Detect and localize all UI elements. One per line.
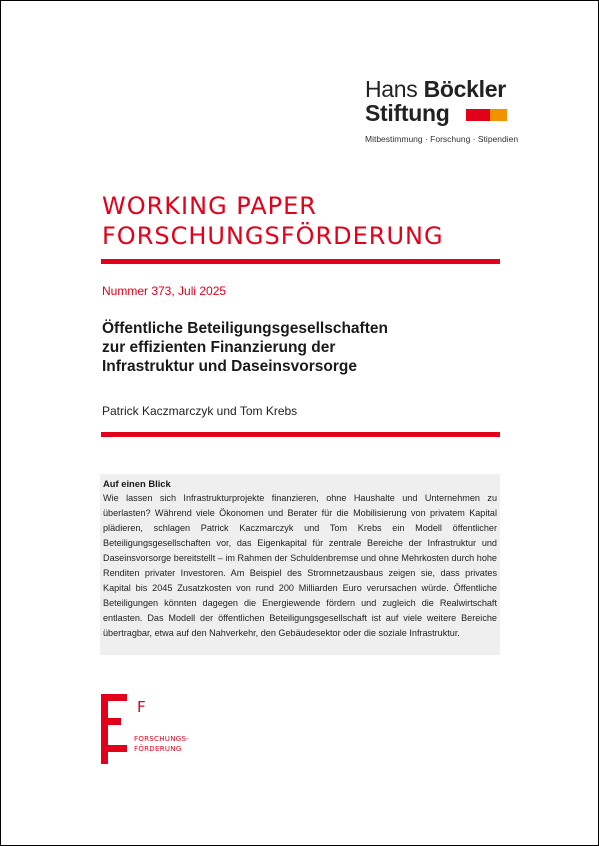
logo-orange-block bbox=[490, 109, 507, 121]
summary-box bbox=[100, 474, 500, 655]
paper-title bbox=[102, 319, 388, 376]
logo-stiftung-line bbox=[365, 101, 515, 125]
title-line1: Öffentliche Beteiligungsgesellschaften bbox=[102, 320, 388, 337]
series-title-line2: FORSCHUNGSFÖRDERUNG bbox=[102, 222, 444, 250]
summary-heading: Auf einen Blick bbox=[103, 478, 171, 489]
logo-tagline: Mitbestimmung · Forschung · Stipendien bbox=[365, 134, 519, 144]
logo-name-line bbox=[365, 77, 515, 101]
issue-number: Nummer 373, Juli 2025 bbox=[102, 284, 227, 298]
series-title bbox=[102, 191, 444, 251]
logo-name-light: Hans bbox=[365, 76, 424, 102]
logo-name-bold: Böckler bbox=[423, 76, 506, 102]
forschungsfoerderung-label bbox=[134, 734, 189, 754]
mark-label-line2: FÖRDERUNG bbox=[134, 745, 182, 753]
title-line2: zur effizienten Finanzierung der bbox=[102, 339, 336, 356]
hans-boeckler-stiftung-logo bbox=[365, 76, 519, 144]
title-line3: Infrastruktur und Daseinsvorsorge bbox=[102, 358, 357, 375]
authors: Patrick Kaczmarczyk und Tom Krebs bbox=[102, 404, 298, 418]
summary-text: Wie lassen sich Infrastrukturprojekte finanzieren, ohne Haushalte und Unternehmen zu überlasten? Während viele Ökonomen und Berater für die Mobilisierung von privatem Kapital plädieren, schlagen Patrick Kaczmarczyk und Tom Krebs ein Modell öffentlicher Beteiligungsgesellschaften vor, das Eigenkapital für zentrale Bereiche der Infrastruktur und Daseinsvorsorge bereitstellt – im Rahmen der Schuldenbremse und ohne Mehrkosten durch hohe Renditen privater Investoren. Am Beispiel des Stromnetzausbaus zeigen sie, dass privates Kapital bis 2045 Zusatzkosten von rund 200 Milliarden Euro verursachen würde. Öffentliche Beteiligungen könnten dagegen die Energiewende fördern und zugleich die Realwirtschaft entlasten. Das Modell der öffentlichen Beteiligungsgesellschaft ist auf viele weitere Bereiche übertragbar, etwa auf den Nahverkehr, den Gebäudesektor oder die soziale Infrastruktur. bbox=[103, 492, 497, 639]
bottom-red-rule bbox=[101, 432, 500, 437]
mark-superscript: F bbox=[137, 698, 146, 716]
top-red-rule bbox=[101, 259, 500, 264]
series-title-line1: WORKING PAPER bbox=[102, 192, 317, 220]
mark-label-line1: FORSCHUNGS- bbox=[134, 735, 190, 743]
logo-stiftung-text: Stiftung bbox=[365, 100, 450, 126]
logo-color-bar bbox=[466, 109, 507, 121]
logo-red-block bbox=[466, 109, 490, 121]
